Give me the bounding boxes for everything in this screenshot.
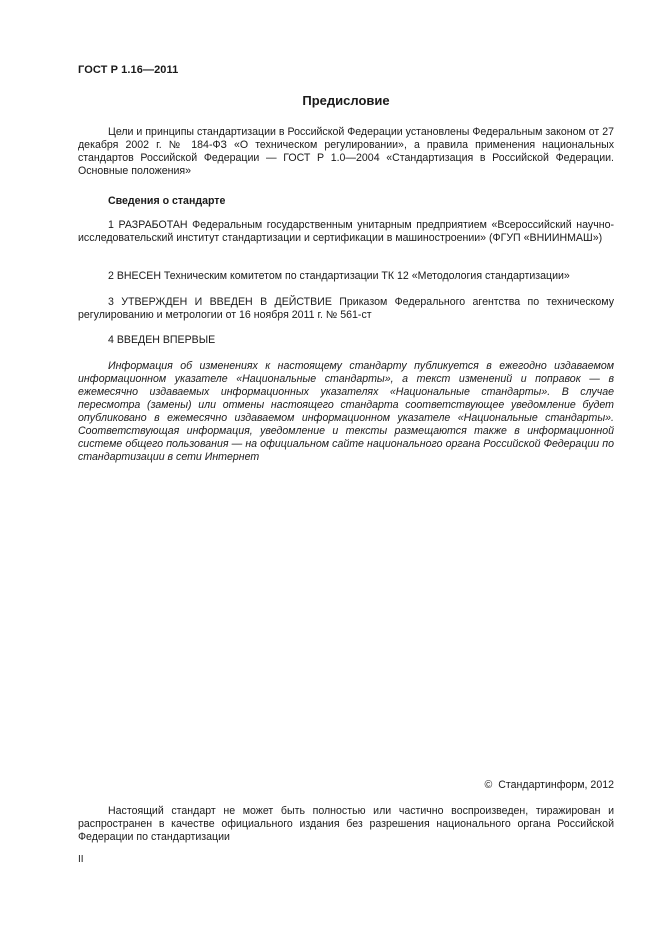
notice-text: Информация об изменениях к настоящему стандарту публикуется в ежегодно издаваемом информационном указателе «Национальные стандарты», а текст изменений и поправок — в ежемесячно издаваемых информационных указателях «Национальные стандарты». В случае пересмотра (замены) или отмены настоящего стандарта соответствующее уведомление будет опубликовано в ежемесячно издаваемом информационном указателе «Национальные стандарты». Соответствующая информация, уведомление и тексты размещаются также в информационной системе общего пользования — на официальном сайте национального органа Российской Федерации по стандартизации в сети Интернет [78,360,614,463]
info-item-2 [78,270,614,283]
info-item-text: 3 УТВЕРЖДЕН И ВВЕДЕН В ДЕЙСТВИЕ Приказом Федерального агентства по техническому регулированию и метрологии от 16 ноября 2011 г. № 561-ст [78,296,614,321]
document-code: ГОСТ Р 1.16—2011 [78,64,179,76]
standard-info-heading: Сведения о стандарте [108,195,226,207]
info-item-text: 1 РАЗРАБОТАН Федеральным государственным унитарным предприятием «Всероссийский научно-исследовательский институт стандартизации и сертификации в машиностроении» (ФГУП «ВНИИНМАШ») [78,219,614,244]
copyright-symbol: © [484,779,493,791]
copyright-holder: Стандартинформ, 2012 [498,779,614,791]
reproduction-text: Настоящий стандарт не может быть полностью или частично воспроизведен, тиражирован и распространен в качестве официального издания без разрешения национального органа Российской Федерации по стандартизации [78,805,614,843]
reproduction-notice [78,805,614,844]
page-number: II [78,854,84,865]
info-item-text: 4 ВВЕДЕН ВПЕРВЫЕ [108,334,216,346]
info-item-3 [78,296,614,322]
info-item-1 [78,219,614,245]
intro-paragraph [78,126,614,178]
page-title: Предисловие [302,93,390,108]
info-item-text: 2 ВНЕСЕН Техническим комитетом по стандартизации ТК 12 «Методология стандартизации» [108,270,570,282]
copyright-line [484,779,614,791]
info-item-4 [78,334,614,347]
notice-paragraph [78,360,614,464]
intro-text: Цели и принципы стандартизации в Российской Федерации установлены Федеральным законом от 27 декабря 2002 г. № 184-ФЗ «О техническом регулировании», а правила применения национальных стандартов Российской Федерации — ГОСТ Р 1.0—2004 «Стандартизация в Российской Федерации. Основные положения» [78,126,614,177]
